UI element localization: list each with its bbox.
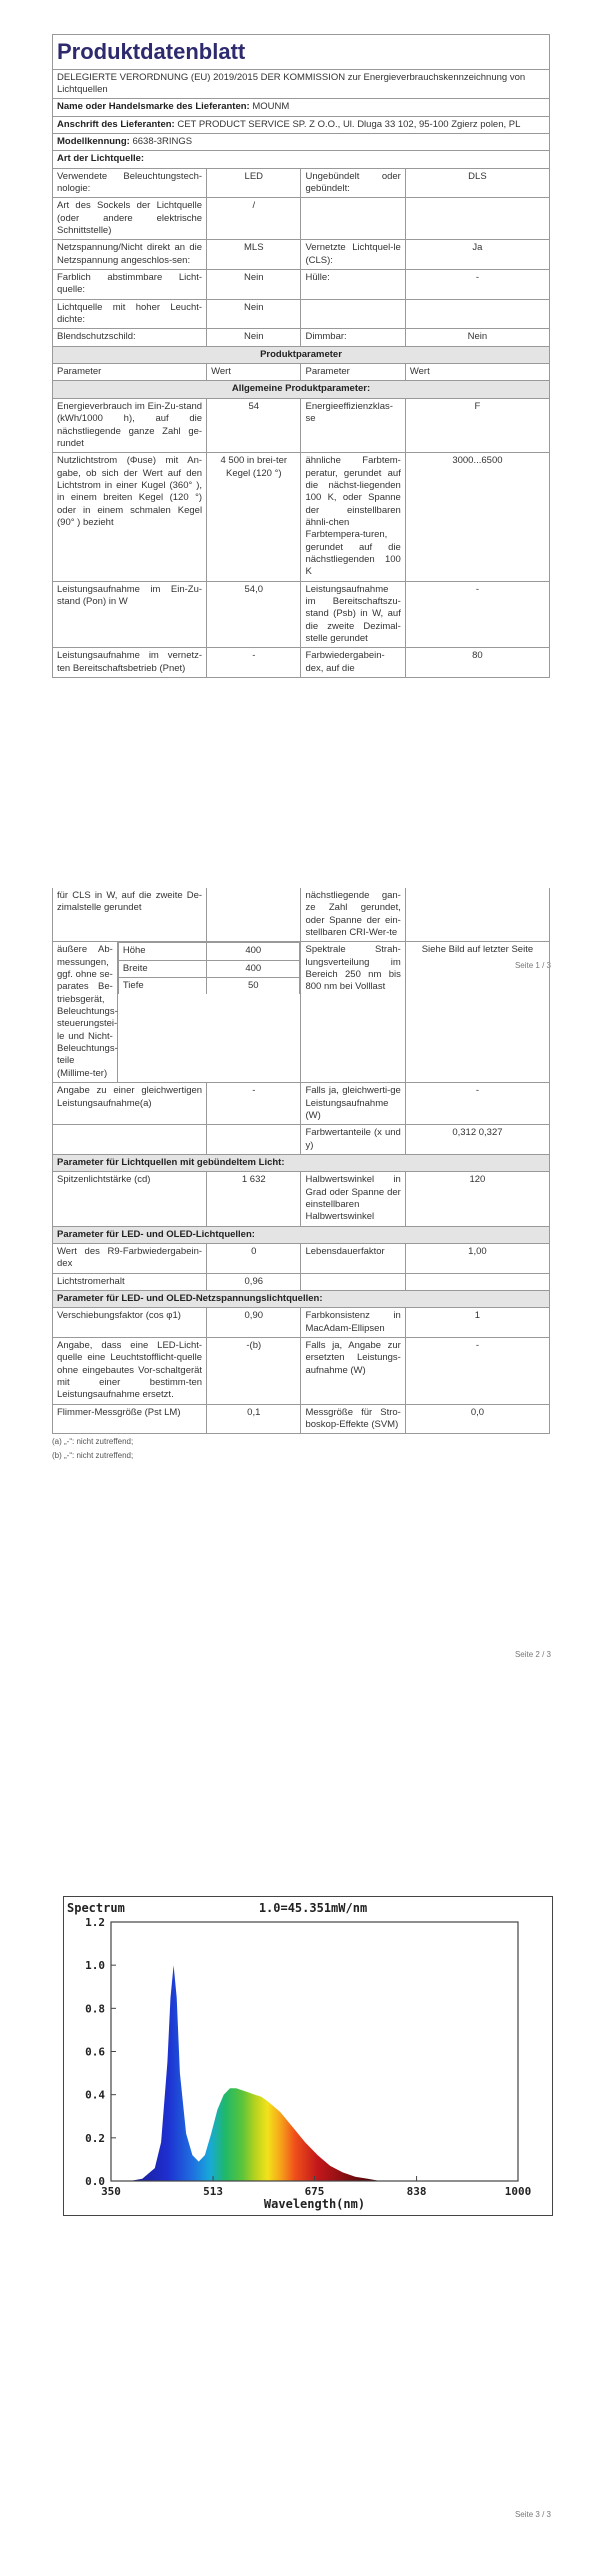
x-tick-label: 838: [406, 2185, 427, 2198]
mains-param-value-2: 0,0: [405, 1404, 549, 1434]
light-type-heading: Art der Lichtquelle:: [52, 151, 550, 168]
params-continued-table: [52, 888, 550, 1434]
directional-param-row: [53, 1172, 550, 1226]
general-param-value: -: [207, 648, 301, 678]
x-tick-label: 675: [304, 2185, 325, 2198]
col-parameter-2: Parameter: [301, 364, 405, 381]
led-param-value: 0: [207, 1243, 301, 1273]
general-param-row: [53, 648, 550, 678]
general-param-value-2: [405, 888, 549, 942]
directional-param-label: Spitzenlichtstärke (cd): [53, 1172, 207, 1226]
mains-param-value: 0,90: [207, 1308, 301, 1338]
directional-param-value-2: 120: [405, 1172, 549, 1226]
general-param-row: [53, 453, 550, 581]
dimensions-row: [53, 942, 550, 1083]
page-number-3: Seite 3 / 3: [514, 2510, 551, 2519]
mains-param-value-2: -: [405, 1338, 549, 1405]
general-param-value: 4 500 in brei-ter Kegel (120 °): [207, 453, 301, 581]
light-type-value-2: Nein: [405, 329, 549, 346]
page-number-1: Seite 1 / 3: [514, 961, 551, 970]
page-title: Produktdatenblatt: [52, 34, 550, 69]
led-param-value: 0,96: [207, 1273, 301, 1290]
general-param-value-2: 0,312 0,327: [405, 1125, 549, 1155]
chart-annotation: 1.0=45.351mW/nm: [258, 1901, 368, 1915]
general-param-row: [53, 1083, 550, 1125]
dimension-name: Höhe: [118, 943, 206, 960]
general-param-label: [53, 1125, 207, 1155]
y-tick-label: 0.2: [85, 2131, 105, 2145]
mains-param-value: 0,1: [207, 1404, 301, 1434]
general-param-value-2: 3000...6500: [405, 453, 549, 581]
dimension-row: [118, 943, 300, 960]
col-wert: Wert: [207, 364, 301, 381]
general-param-label: für CLS in W, auf die zweite De-zimalstelle gerundet: [53, 888, 207, 942]
dimension-value: 400: [207, 960, 300, 977]
light-type-label-2: Hülle:: [301, 270, 405, 300]
light-type-label: Blendschutzschild:: [53, 329, 207, 346]
general-param-row: [53, 581, 550, 648]
spectrum-chart: [63, 1896, 553, 2216]
light-type-label: Netzspannung/Nicht direkt an die Netzspannung angeschlos-sen:: [53, 240, 207, 270]
address-value: CET PRODUCT SERVICE SP. Z O.O., Ul. Dluga 33 102, 95-100 Zgierz polen, PL: [177, 118, 521, 130]
led-param-label: Wert des R9-Farbwiedergabein-dex: [53, 1243, 207, 1273]
spectrum-svg: [63, 1896, 553, 2216]
light-type-label-2: [301, 299, 405, 329]
col-parameter: Parameter: [53, 364, 207, 381]
mains-param-value-2: 1: [405, 1308, 549, 1338]
y-tick-label: 1.0: [85, 1959, 105, 1973]
x-tick-label: 350: [101, 2185, 121, 2198]
light-type-value: Nein: [207, 270, 301, 300]
general-param-label: Leistungsaufnahme im vernetz-ten Bereitschaftsbetrieb (Pnet): [53, 648, 207, 678]
light-type-row: [53, 270, 550, 300]
dimension-value: 400: [207, 943, 300, 960]
general-param-label-2: Farbwiedergabein-dex, auf die: [301, 648, 405, 678]
general-param-row: [53, 888, 550, 942]
dimension-name: Breite: [118, 960, 206, 977]
light-type-label: Art des Sockels der Lichtquelle (oder andere elektrische Schnittstelle): [53, 198, 207, 240]
supplier-row: [52, 99, 550, 116]
general-param-value: -: [207, 1083, 301, 1125]
mains-param-row: [53, 1308, 550, 1338]
dimensions-label: äußere Ab-messungen, ggf. ohne se-parates Be-triebsgerät, Beleuchtungs-steuerungstei-le und Nicht-Beleuchtungs-teile (Millime-ter): [53, 942, 117, 1082]
model-value: 6638-3RINGS: [132, 135, 193, 147]
general-param-value: 54: [207, 398, 301, 452]
model-label: Modellkennung:: [57, 135, 130, 147]
light-type-label-2: [301, 198, 405, 240]
general-param-label-2: nächstliegende gan-ze Zahl gerundet, oder Spanne der ein-stellbaren CRI-Wer-te: [301, 888, 405, 942]
led-heading: Parameter für LED- und OLED-Lichtquellen:: [53, 1226, 550, 1243]
general-param-label-2: Farbwertanteile (x und y): [301, 1125, 405, 1155]
general-param-value-2: 80: [405, 648, 549, 678]
mains-param-value: -(b): [207, 1338, 301, 1405]
supplier-value: MOUNM: [252, 101, 290, 113]
general-param-label: Energieverbrauch im Ein-Zu-stand (kWh/1000 h), auf die nächstliegende ganze Zahl ge-rundet: [53, 398, 207, 452]
dimension-value: 50: [207, 978, 300, 995]
directional-param-label-2: Halbwertswinkel in Grad oder Spanne der einstellbaren Halbwertswinkel: [301, 1172, 405, 1226]
mains-param-label-2: Falls ja, Angabe zur ersetzten Leistungs-aufnahme (W): [301, 1338, 405, 1405]
general-param-label-2: Falls ja, gleichwerti-ge Leistungsaufnahme (W): [301, 1083, 405, 1125]
spectral-value: Siehe Bild auf letzter Seite: [405, 942, 549, 1083]
led-param-label: Lichtstromerhalt: [53, 1273, 207, 1290]
general-param-label: Angabe zu einer gleichwertigen Leistungsaufnahme(a): [53, 1083, 207, 1125]
spectral-label: Spektrale Strah-lungsverteilung im Bereich 250 nm bis 800 nm bei Volllast: [301, 942, 405, 1083]
light-type-label: Farblich abstimmbare Licht-quelle:: [53, 270, 207, 300]
product-params-table: [52, 347, 550, 678]
dimension-row: [118, 960, 300, 977]
led-param-value-2: [405, 1273, 549, 1290]
product-params-heading: Produktparameter: [53, 347, 550, 364]
mains-heading: Parameter für LED- und OLED-Netzspannungslichtquellen:: [53, 1290, 550, 1307]
general-param-row: [53, 398, 550, 452]
led-param-row: [53, 1243, 550, 1273]
light-type-row: [53, 240, 550, 270]
directional-heading: Parameter für Lichtquellen mit gebündeltem Licht:: [53, 1154, 550, 1171]
light-type-label: Verwendete Beleuchtungstech-nologie:: [53, 169, 207, 198]
light-type-value-2: DLS: [405, 169, 549, 198]
general-param-value: [207, 1125, 301, 1155]
light-type-value: LED: [207, 169, 301, 198]
datasheet-page-1: [52, 34, 550, 678]
light-type-row: [53, 169, 550, 198]
light-type-label-2: Ungebündelt oder gebündelt:: [301, 169, 405, 198]
light-type-label-2: Dimmbar:: [301, 329, 405, 346]
general-param-value-2: -: [405, 1083, 549, 1125]
general-param-label-2: Energieeffizienzklas-se: [301, 398, 405, 452]
directional-param-value: 1 632: [207, 1172, 301, 1226]
supplier-label: Name oder Handelsmarke des Lieferanten:: [57, 101, 250, 113]
light-type-value: Nein: [207, 329, 301, 346]
led-param-label-2: [301, 1273, 405, 1290]
dimension-row: [118, 978, 300, 995]
page-number-2: Seite 2 / 3: [514, 1650, 551, 1659]
light-type-value: MLS: [207, 240, 301, 270]
regulation-subtitle: DELEGIERTE VERORDNUNG (EU) 2019/2015 DER KOMMISSION zur Energieverbrauchskennzeichnung von Lichtquellen: [52, 69, 550, 100]
led-param-row: [53, 1273, 550, 1290]
x-axis-label: Wavelength(nm): [263, 2197, 366, 2211]
y-tick-label: 0.6: [85, 2045, 105, 2059]
light-type-row: [53, 299, 550, 329]
y-tick-label: 0.0: [85, 2175, 105, 2188]
mains-param-label: Verschiebungsfaktor (cos φ1): [53, 1308, 207, 1338]
y-tick-label: 0.4: [85, 2088, 105, 2102]
mains-param-label-2: Messgröße für Stro-boskop-Effekte (SVM): [301, 1404, 405, 1434]
mains-param-label-2: Farbkonsistenz in MacAdam-Ellipsen: [301, 1308, 405, 1338]
light-type-value: Nein: [207, 299, 301, 329]
address-label: Anschrift des Lieferanten:: [57, 118, 175, 130]
model-row: [52, 134, 550, 151]
general-param-value: 54,0: [207, 581, 301, 648]
light-type-value: /: [207, 198, 301, 240]
general-param-label-2: ähnliche Farbtem-peratur, gerundet auf die nächst-liegenden 100 K, oder Spanne der einstellbaren ähnli-chen Farbtempera-turen, gerundet auf die nächstliegenden 100 K: [301, 453, 405, 581]
light-type-row: [53, 198, 550, 240]
light-type-label-2: Vernetzte Lichtquel-le (CLS):: [301, 240, 405, 270]
general-param-label: Nutzlichtstrom (Φuse) mit An-gabe, ob sich der Wert auf den Lichtstrom in einer Kugel (360° ), in einem breiten Kegel (120 °) oder in einem schmalen Kegel (90° ) bezieht: [53, 453, 207, 581]
footnote-a: (a) „-“: nicht zutreffend;: [52, 1437, 134, 1447]
light-type-value-2: -: [405, 270, 549, 300]
light-type-label: Lichtquelle mit hoher Leucht-dichte:: [53, 299, 207, 329]
dimension-name: Tiefe: [118, 978, 206, 995]
mains-param-label: Angabe, dass eine LED-Licht-quelle eine Leuchtstofflicht-quelle ohne eingebautes Vor-schaltgerät mit einer bestimm-ten Leistungsaufnahme ersetzt.: [53, 1338, 207, 1405]
general-param-value: [207, 888, 301, 942]
light-type-row: [53, 329, 550, 346]
column-header-row: [53, 364, 550, 381]
mains-param-row: [53, 1338, 550, 1405]
general-param-value-2: F: [405, 398, 549, 452]
mains-param-row: [53, 1404, 550, 1434]
general-params-heading: Allgemeine Produktparameter:: [53, 381, 550, 398]
chart-title: Spectrum: [67, 1901, 125, 1915]
y-tick-label: 1.2: [85, 1916, 105, 1929]
general-param-value-2: -: [405, 581, 549, 648]
led-param-label-2: Lebensdauerfaktor: [301, 1243, 405, 1273]
general-param-label-2: Leistungsaufnahme im Bereitschaftszu-stand (Psb) in W, auf die zweite Dezimal-stelle gerundet: [301, 581, 405, 648]
y-tick-label: 0.8: [85, 2002, 105, 2016]
light-type-value-2: [405, 299, 549, 329]
address-row: [52, 117, 550, 134]
light-type-value-2: [405, 198, 549, 240]
x-tick-label: 513: [203, 2185, 224, 2198]
datasheet-page-2: [52, 888, 550, 1461]
led-param-value-2: 1,00: [405, 1243, 549, 1273]
light-type-table: [52, 169, 550, 347]
col-wert-2: Wert: [405, 364, 549, 381]
x-tick-label: 1000: [504, 2185, 532, 2198]
footnote-b: (b) „-“: nicht zutreffend;: [52, 1450, 134, 1460]
light-type-value-2: Ja: [405, 240, 549, 270]
general-param-label: Leistungsaufnahme im Ein-Zu-stand (Pon) in W: [53, 581, 207, 648]
mains-param-label: Flimmer-Messgröße (Pst LM): [53, 1404, 207, 1434]
general-param-row: [53, 1125, 550, 1155]
